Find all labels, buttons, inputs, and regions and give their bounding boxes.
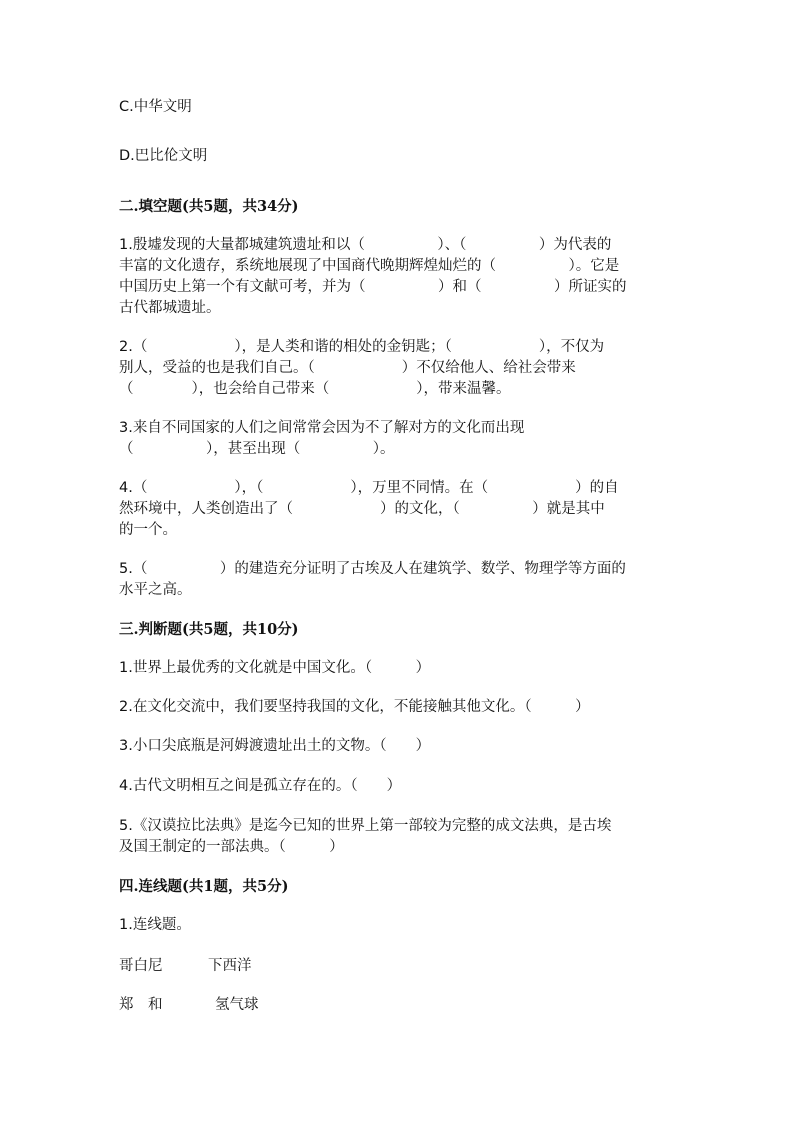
true-false-question-3: 3.小口尖底瓶是河姆渡遗址出土的文物。（ ）	[119, 738, 431, 754]
question-line: 1.殷墟发现的大量都城建筑遗址和以（ ）、（ ）为代表的	[119, 237, 612, 253]
question-line: 别人，受益的也是我们自己。（ ）不仅给他人、给社会带来	[119, 360, 576, 376]
section-heading-matching: 四.连线题(共1题，共5分)	[119, 878, 289, 895]
question-line: 5.《汉谟拉比法典》是迄今已知的世界上第一部较为完整的成文法典，是古埃	[119, 818, 612, 834]
question-line: 3.来自不同国家的人们之间常常会因为不了解对方的文化而出现	[119, 420, 525, 436]
question-line: 5.（ ）的建造充分证明了古埃及人在建筑学、数学、物理学等方面的	[119, 561, 626, 577]
matching-right-item: 氢气球	[215, 997, 259, 1013]
question-line: 及国王制定的一部法典。（ ）	[119, 839, 344, 855]
question-line: 2.（ ），是人类和谐的相处的金钥匙；（ ），不仅为	[119, 339, 605, 355]
section-heading-fill-in: 二.填空题(共5题，共34分)	[119, 198, 299, 215]
option-d: D.巴比伦文明	[119, 148, 208, 164]
question-line: （ ），也会给自己带来（ ），带来温馨。	[119, 381, 511, 397]
true-false-question-2: 2.在文化交流中，我们要坚持我国的文化，不能接触其他文化。（ ）	[119, 699, 590, 715]
question-line: 水平之高。	[119, 582, 192, 598]
matching-left-item: 郑 和	[119, 997, 163, 1013]
question-line: 古代都城遗址。	[119, 300, 221, 316]
section-heading-true-false: 三.判断题(共5题，共10分)	[119, 621, 299, 638]
true-false-question-1: 1.世界上最优秀的文化就是中国文化。（ ）	[119, 660, 431, 676]
true-false-question-4: 4.古代文明相互之间是孤立存在的。（ ）	[119, 778, 402, 794]
question-line: 丰富的文化遗存，系统地展现了中国商代晚期辉煌灿烂的（ ）。它是	[119, 258, 620, 274]
matching-right-item: 下西洋	[208, 958, 252, 974]
question-line: 的一个。	[119, 522, 177, 538]
question-line: 中国历史上第一个有文献可考，并为（ ）和（ ）所证实的	[119, 279, 627, 295]
question-line: 然环境中，人类创造出了（ ）的文化，（ ）就是其中	[119, 501, 605, 517]
question-line: （ ），甚至出现（ ）。	[119, 441, 395, 457]
matching-question-1: 1.连线题。	[119, 917, 191, 933]
option-c: C.中华文明	[119, 99, 192, 115]
question-line: 4.（ ），（ ），万里不同情。在（ ）的自	[119, 480, 619, 496]
matching-left-item: 哥白尼	[119, 958, 163, 974]
